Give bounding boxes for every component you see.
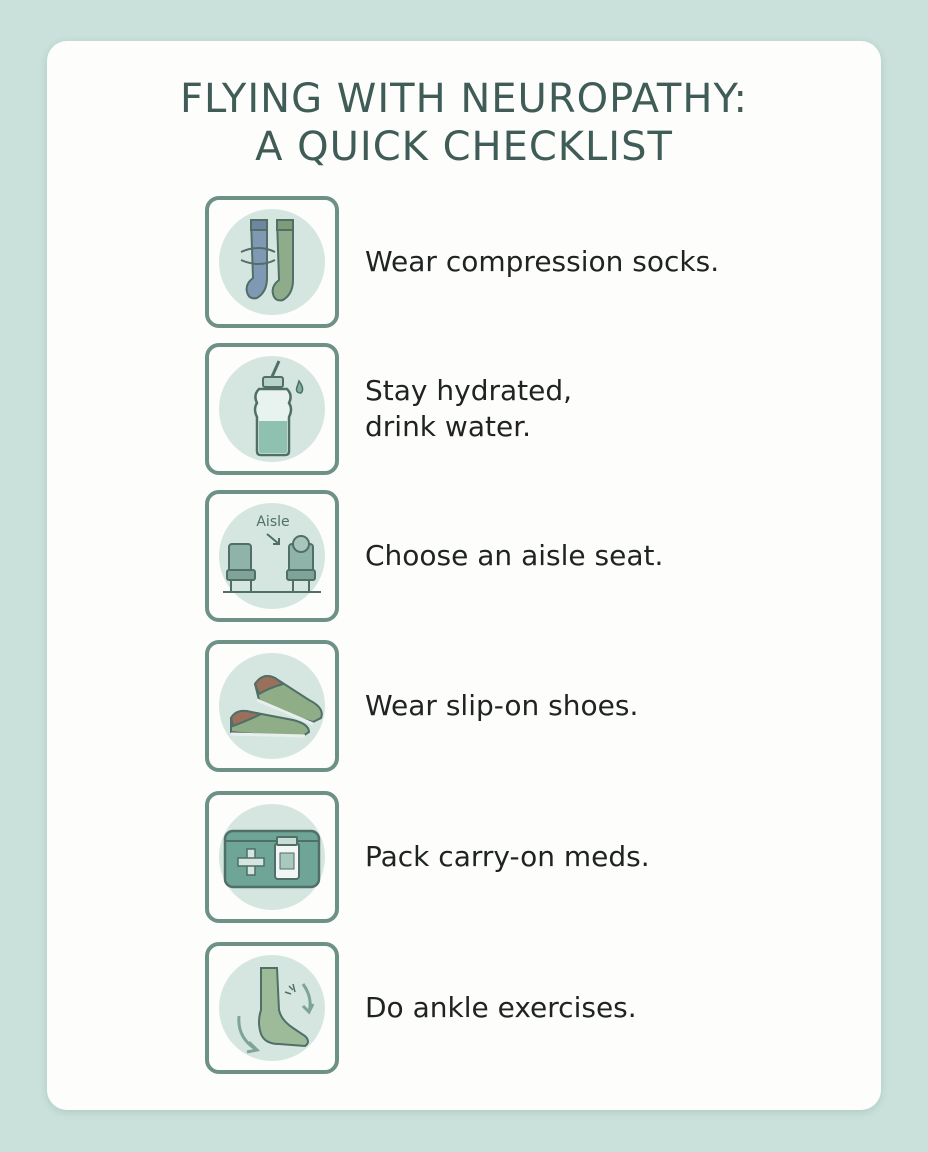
aisle-seat-icon [205, 490, 339, 622]
checklist-item-aisle-seat [205, 490, 805, 620]
ankle-exercise-icon [205, 942, 339, 1074]
checklist-item-ankle-exercises [205, 942, 805, 1072]
slip-on-shoes-icon [205, 640, 339, 772]
water-bottle-icon [205, 343, 339, 475]
medication-bag-icon [205, 791, 339, 923]
checklist-item-hydration [205, 343, 805, 473]
item-text-line: Wear slip-on shoes. [365, 689, 639, 722]
item-text [365, 490, 663, 622]
item-text-line: Pack carry-on meds. [365, 840, 650, 873]
item-text-line: Choose an aisle seat. [365, 539, 664, 572]
title-line-1: FLYING WITH NEUROPATHY: [179, 76, 749, 122]
page-title [47, 75, 881, 171]
item-text-line: Do ankle exercises. [365, 991, 637, 1024]
item-text [365, 196, 719, 328]
item-text [365, 942, 637, 1074]
item-text-line: drink water. [365, 410, 532, 443]
compression-socks-icon [205, 196, 339, 328]
item-text [365, 791, 650, 923]
checklist-item-slip-on-shoes [205, 640, 805, 770]
item-text-line: Stay hydrated, [365, 374, 573, 407]
checklist-item-compression-socks [205, 196, 805, 326]
title-line-2: A QUICK CHECKLIST [255, 124, 673, 170]
item-text [365, 640, 638, 772]
aisle-label: Aisle [256, 514, 290, 530]
item-text [365, 343, 572, 475]
checklist-item-carry-on-meds [205, 791, 805, 921]
item-text-line: Wear compression socks. [365, 245, 720, 278]
checklist-card [47, 41, 881, 1110]
